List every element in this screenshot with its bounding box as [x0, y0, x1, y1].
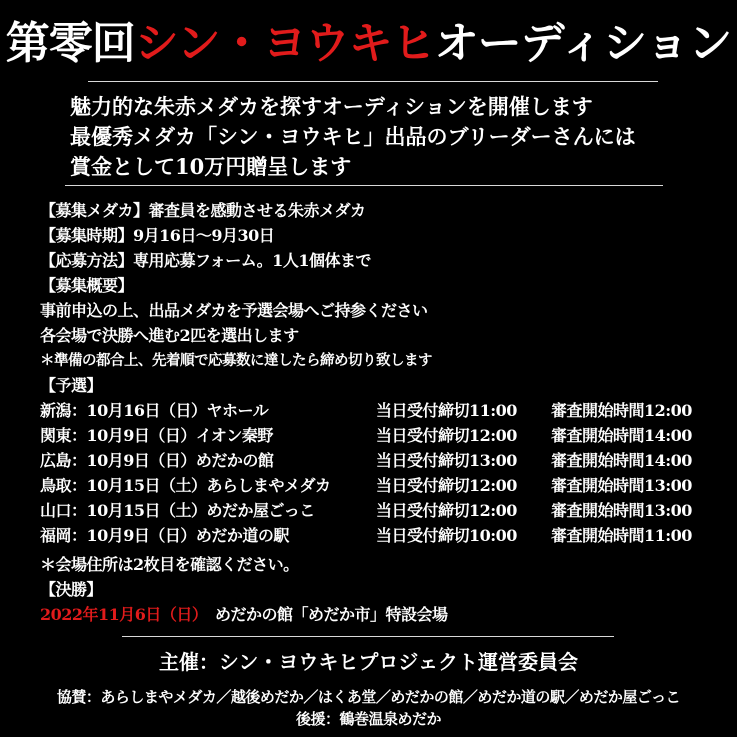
schedule-venue: 新潟：10月16日（日）ヤホール: [40, 401, 269, 420]
preliminary-schedule: [40, 398, 730, 548]
intro-line-3: 賞金として10万円贈呈します: [70, 154, 352, 179]
schedule-judging: 審査開始時間13:00: [551, 476, 692, 495]
schedule-judging: 審査開始時間13:00: [551, 501, 692, 520]
schedule-reception: 当日受付締切12:00: [376, 476, 517, 495]
final-date: 2022年11月6日（日）: [40, 605, 200, 624]
title-divider: [88, 81, 658, 82]
sponsors: 協賛：あらしまやメダカ／越後めだか／はくあ堂／めだかの館／めだか道の駅／めだか屋ごっこ: [56, 688, 681, 706]
details-block: [40, 198, 432, 398]
title-highlight: シン・ヨウキヒ: [134, 18, 435, 69]
schedule-reception: 当日受付締切13:00: [376, 451, 517, 470]
detail-line-period: 【募集時期】9月16日～9月30日: [40, 226, 275, 245]
schedule-row: [40, 498, 730, 523]
detail-line-medaka: 【募集メダカ】審査員を感動させる朱赤メダカ: [40, 201, 366, 220]
intro-line-2: 最優秀メダカ「シン・ヨウキヒ」出品のブリーダーさんには: [70, 124, 636, 149]
final-heading: 【決勝】: [40, 580, 103, 599]
intro-text: [70, 92, 636, 182]
schedule-note: ＊会場住所は2枚目を確認ください。: [40, 555, 299, 574]
schedule-reception: 当日受付締切11:00: [376, 401, 517, 420]
detail-line-selection: 各会場で決勝へ進む2匹を選出します: [40, 326, 299, 345]
schedule-judging: 審査開始時間11:00: [551, 526, 692, 545]
preliminary-heading: 【予選】: [40, 376, 103, 395]
detail-line-overview: 【募集概要】: [40, 276, 134, 295]
schedule-reception: 当日受付締切10:00: [376, 526, 517, 545]
intro-line-1: 魅力的な朱赤メダカを探すオーディションを開催します: [70, 94, 593, 119]
final-line: [40, 602, 447, 627]
schedule-row: [40, 448, 730, 473]
schedule-judging: 審査開始時間14:00: [551, 426, 692, 445]
final-block: [40, 552, 447, 627]
title-prefix: 第零回: [5, 18, 135, 69]
schedule-row: [40, 398, 730, 423]
schedule-row: [40, 423, 730, 448]
final-venue: めだかの館「めだか市」特設会場: [214, 605, 448, 624]
schedule-judging: 審査開始時間14:00: [551, 451, 692, 470]
schedule-judging: 審査開始時間12:00: [551, 401, 692, 420]
details-note: ＊準備の都合上、先着順で応募数に達したら締め切り致します: [40, 352, 432, 369]
schedule-venue: 関東：10月9日（日）イオン秦野: [40, 426, 273, 445]
detail-line-method: 【応募方法】専用応募フォーム。1人1個体まで: [40, 251, 371, 270]
detail-line-application: 事前申込の上、出品メダカを予選会場へご持参ください: [40, 301, 428, 320]
page-title: [0, 14, 737, 74]
schedule-venue: 鳥取：10月15日（土）あらしまやメダカ: [40, 476, 331, 495]
schedule-row: [40, 523, 730, 548]
schedule-venue: 広島：10月9日（日）めだかの館: [40, 451, 274, 470]
organizer: 主催：シン・ヨウキヒプロジェクト運営委員会: [158, 650, 579, 674]
schedule-venue: 福岡：10月9日（日）めだか道の駅: [40, 526, 289, 545]
title-suffix: オーディション: [434, 18, 732, 69]
schedule-venue: 山口：10月15日（土）めだか屋ごっこ: [40, 501, 315, 520]
intro-divider: [65, 185, 663, 186]
schedule-row: [40, 473, 730, 498]
schedule-reception: 当日受付締切12:00: [376, 426, 517, 445]
footer-divider: [122, 636, 614, 637]
supporter: 後援：鶴巻温泉めだか: [295, 710, 441, 728]
schedule-reception: 当日受付締切12:00: [376, 501, 517, 520]
